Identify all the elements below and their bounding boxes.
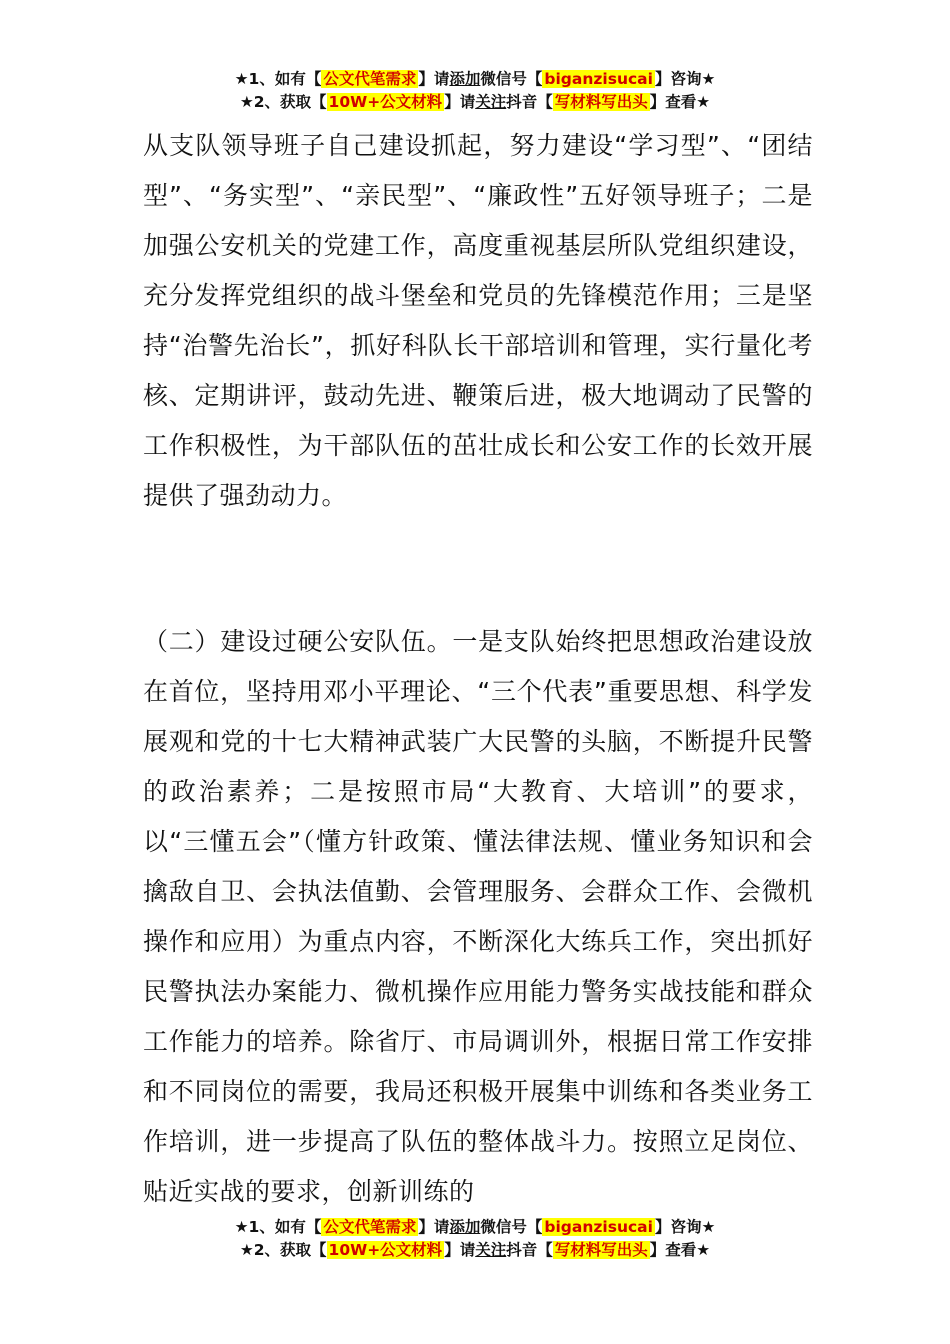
banner-text: 】请 bbox=[444, 1241, 476, 1259]
banner-text: ★2、获取【 bbox=[239, 1241, 327, 1259]
banner-text: ★2、获取【 bbox=[239, 93, 327, 111]
banner-highlight: biganzisucai bbox=[544, 70, 653, 88]
banner-highlight: 10W+公文材料 bbox=[328, 93, 443, 111]
banner-highlight: biganzisucai bbox=[544, 1218, 653, 1236]
banner-line-1 bbox=[0, 1216, 950, 1239]
banner-text: 】咨询★ bbox=[654, 1218, 716, 1236]
banner-text: 微信号【 bbox=[480, 70, 543, 88]
banner-underline: 关注 bbox=[475, 1241, 507, 1259]
banner-text: 】咨询★ bbox=[654, 70, 716, 88]
banner-highlight: 公文代笔需求 bbox=[323, 70, 417, 88]
banner-text: 】请 bbox=[418, 70, 450, 88]
banner-text: 】请 bbox=[444, 93, 476, 111]
footer-banner bbox=[0, 1216, 950, 1262]
banner-underline: 添加 bbox=[449, 1218, 481, 1236]
banner-line-1 bbox=[0, 68, 950, 91]
banner-text: ★1、如有【 bbox=[234, 70, 322, 88]
banner-highlight: 10W+公文材料 bbox=[328, 1241, 443, 1259]
banner-text: 抖音【 bbox=[506, 93, 553, 111]
banner-highlight: 写材料写出头 bbox=[554, 1241, 648, 1259]
body-paragraph-1: 从支队领导班子自己建设抓起，努力建设“学习型”、“团结型”、“务实型”、“亲民型”、“廉政性”五好领导班子；二是加强公安机关的党建工作，高度重视基层所队党组织建设，充分发挥党组织的战斗堡垒和党员的先锋模范作用；三是坚持“治警先治长”，抓好科队长干部培训和管理，实行量化考核、定期讲评，鼓动先进、鞭策后进，极大地调动了民警的工作积极性，为干部队伍的茁壮成长和公安工作的长效开展提供了强劲动力。 bbox=[143, 131, 813, 510]
banner-underline: 添加 bbox=[449, 70, 481, 88]
banner-text: 】查看★ bbox=[649, 93, 711, 111]
banner-underline: 关注 bbox=[475, 93, 507, 111]
banner-text: 】查看★ bbox=[649, 1241, 711, 1259]
body-paragraph-2: （二）建设过硬公安队伍。一是支队始终把思想政治建设放在首位，坚持用邓小平理论、“三个代表”重要思想、科学发展观和党的十七大精神武装广大民警的头脑，不断提升民警的政治素养；二是按照市局“大教育、大培训”的要求，以“三懂五会”（懂方针政策、懂法律法规、懂业务知识和会擒敌自卫、会执法值勤、会管理服务、会群众工作、会微机操作和应用）为重点内容，不断深化大练兵工作，突出抓好民警执法办案能力、微机操作应用能力警务实战技能和群众工作能力的培养。除省厅、市局调训外，根据日常工作安排和不同岗位的需要，我局还积极开展集中训练和各类业务工作培训，进一步提高了队伍的整体战斗力。按照立足岗位、贴近实战的要求，创新训练的 bbox=[143, 627, 813, 1206]
banner-text: 抖音【 bbox=[506, 1241, 553, 1259]
banner-line-2 bbox=[0, 1239, 950, 1262]
banner-line-2 bbox=[0, 91, 950, 114]
header-banner bbox=[0, 68, 950, 114]
banner-text: ★1、如有【 bbox=[234, 1218, 322, 1236]
banner-highlight: 公文代笔需求 bbox=[323, 1218, 417, 1236]
banner-text: 】请 bbox=[418, 1218, 450, 1236]
banner-text: 微信号【 bbox=[480, 1218, 543, 1236]
banner-highlight: 写材料写出头 bbox=[554, 93, 648, 111]
